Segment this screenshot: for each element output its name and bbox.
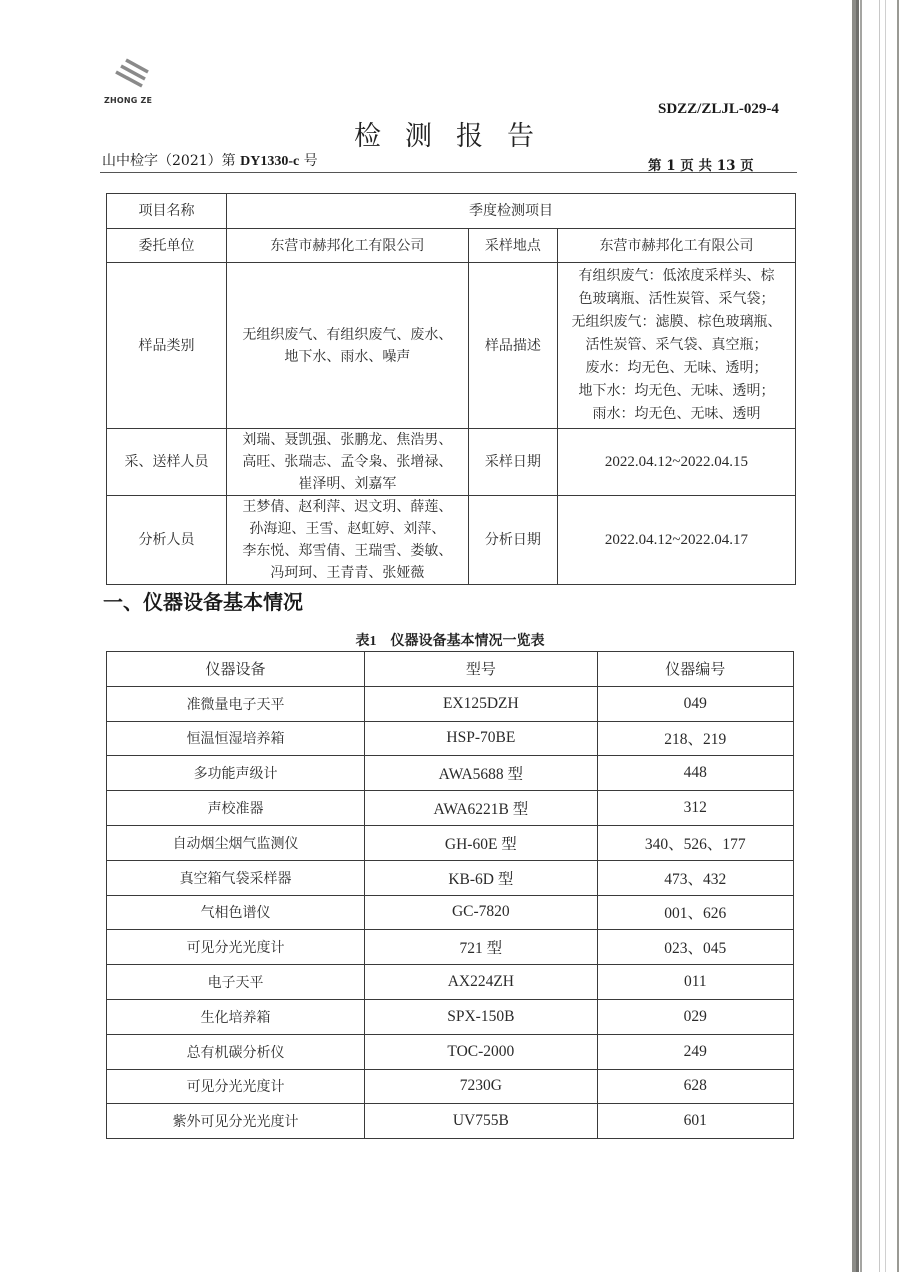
equipment-code-cell: 448 — [597, 756, 793, 791]
text-line: 地下水：均无色、无味、透明； — [578, 383, 775, 399]
text-line: 崔泽明、刘嘉军 — [298, 476, 397, 492]
equipment-code-cell: 049 — [597, 686, 793, 721]
text-line: 王梦倩、赵利萍、迟文玥、薛莲、 — [242, 499, 453, 515]
text-line: 废水：均无色、无味、透明； — [585, 360, 768, 376]
equipment-code-cell: 011 — [597, 965, 793, 1000]
text-line: 色玻璃瓶、活性炭管、采气袋； — [578, 291, 775, 307]
text-line: 李东悦、郑雪倩、王瑞雪、娄敏、 — [242, 543, 453, 559]
sampling-site-value: 东营市赫邦化工有限公司 — [557, 229, 795, 263]
analysts-value — [227, 496, 469, 585]
equipment-code-cell: 218、219 — [597, 721, 793, 756]
analysis-date-value: 2022.04.12~2022.04.17 — [557, 496, 795, 585]
table-row — [107, 1034, 794, 1069]
model-cell: AWA5688 型 — [365, 756, 597, 791]
equipment-name-cell: 生化培养箱 — [107, 999, 365, 1034]
table-row — [107, 429, 796, 496]
column-header-model: 型号 — [365, 652, 597, 687]
sample-desc-label: 样品描述 — [468, 263, 557, 429]
model-cell: 7230G — [365, 1069, 597, 1104]
table-row — [107, 1069, 794, 1104]
report-number-prefix: 山中检字（2021）第 — [102, 153, 236, 169]
report-number — [102, 150, 318, 170]
equipment-code-cell: 628 — [597, 1069, 793, 1104]
table-row — [107, 965, 794, 1000]
report-number-suffix: 号 — [303, 153, 318, 169]
model-cell: EX125DZH — [365, 686, 597, 721]
equipment-name-cell: 电子天平 — [107, 965, 365, 1000]
equipment-name-cell: 可见分光光度计 — [107, 930, 365, 965]
model-cell: AX224ZH — [365, 965, 597, 1000]
project-name-label: 项目名称 — [107, 194, 227, 229]
sampling-site-label: 采样地点 — [468, 229, 557, 263]
equipment-name-cell: 多功能声级计 — [107, 756, 365, 791]
equipment-table — [106, 651, 794, 1139]
text-line: 无组织废气、有组织废气、废水、 — [242, 326, 453, 343]
equipment-name-cell: 准微量电子天平 — [107, 686, 365, 721]
table-row — [107, 860, 794, 895]
table-caption-number: 表1 — [355, 634, 377, 649]
equipment-code-cell: 249 — [597, 1034, 793, 1069]
equipment-code-cell: 473、432 — [597, 860, 793, 895]
page-title: 检测报告 — [354, 121, 558, 152]
text-line: 雨水：均无色、无味、透明 — [592, 406, 761, 422]
table-row — [107, 930, 794, 965]
sampling-date-label: 采样日期 — [468, 429, 557, 496]
table-row — [107, 999, 794, 1034]
equipment-code-cell: 312 — [597, 791, 793, 826]
table-caption-text: 仪器设备基本情况一览表 — [390, 633, 545, 649]
table-row — [107, 791, 794, 826]
header-divider — [100, 172, 797, 173]
table-row — [107, 825, 794, 860]
equipment-name-cell: 自动烟尘烟气监测仪 — [107, 825, 365, 860]
text-line: 高旺、张瑞志、孟令枭、张增禄、 — [242, 454, 453, 470]
equipment-code-cell: 001、626 — [597, 895, 793, 930]
equipment-name-cell: 紫外可见分光光度计 — [107, 1104, 365, 1139]
table-caption — [0, 630, 900, 650]
table-row — [107, 263, 796, 429]
model-cell: UV755B — [365, 1104, 597, 1139]
text-line: 刘瑞、聂凯强、张鹏龙、焦浩男、 — [242, 432, 453, 448]
table-row — [107, 229, 796, 263]
model-cell: KB-6D 型 — [365, 860, 597, 895]
text-line: 孙海迎、王雪、赵虹婷、刘萍、 — [249, 521, 446, 537]
sampling-date-value: 2022.04.12~2022.04.15 — [557, 429, 795, 496]
sample-type-label: 样品类别 — [107, 263, 227, 429]
text-line: 地下水、雨水、噪声 — [284, 348, 411, 365]
table-row — [107, 1104, 794, 1139]
equipment-code-cell: 340、526、177 — [597, 825, 793, 860]
equipment-name-cell: 声校准器 — [107, 791, 365, 826]
equipment-code-cell: 601 — [597, 1104, 793, 1139]
page-info: 第 1 页 共 13 页 — [648, 158, 754, 174]
table-row — [107, 686, 794, 721]
text-line: 有组织废气：低浓度采样头、棕 — [578, 268, 775, 284]
table-row — [107, 756, 794, 791]
equipment-name-cell: 恒温恒湿培养箱 — [107, 721, 365, 756]
sample-desc-value — [557, 263, 795, 429]
equipment-code-cell: 023、045 — [597, 930, 793, 965]
report-number-id: DY1330-c — [240, 154, 300, 169]
table-header-row — [107, 652, 794, 687]
text-line: 冯珂珂、王青青、张娅薇 — [270, 565, 425, 581]
section-heading: 一、仪器设备基本情况 — [103, 590, 303, 614]
model-cell: HSP-70BE — [365, 721, 597, 756]
text-line: 活性炭管、采气袋、真空瓶； — [585, 337, 768, 353]
equipment-name-cell: 总有机碳分析仪 — [107, 1034, 365, 1069]
analysts-label: 分析人员 — [107, 496, 227, 585]
equipment-name-cell: 真空箱气袋采样器 — [107, 860, 365, 895]
equipment-code-cell: 029 — [597, 999, 793, 1034]
logo-text: ZHONG ZE — [104, 96, 153, 105]
text-line: 无组织废气：滤膜、棕色玻璃瓶、 — [571, 314, 782, 330]
model-cell: GH-60E 型 — [365, 825, 597, 860]
client-label: 委托单位 — [107, 229, 227, 263]
samplers-label: 采、送样人员 — [107, 429, 227, 496]
model-cell: SPX-150B — [365, 999, 597, 1034]
model-cell: 721 型 — [365, 930, 597, 965]
table-row — [107, 194, 796, 229]
samplers-value — [227, 429, 469, 496]
equipment-name-cell: 可见分光光度计 — [107, 1069, 365, 1104]
analysis-date-label: 分析日期 — [468, 496, 557, 585]
sample-type-value — [227, 263, 469, 429]
column-header-equipment: 仪器设备 — [107, 652, 365, 687]
table-row — [107, 496, 796, 585]
client-value: 东营市赫邦化工有限公司 — [227, 229, 469, 263]
zhongze-logo-icon — [112, 58, 152, 92]
column-header-code: 仪器编号 — [597, 652, 793, 687]
project-name-value: 季度检测项目 — [227, 194, 796, 229]
document-code: SDZZ/ZLJL-029-4 — [658, 101, 779, 117]
model-cell: TOC-2000 — [365, 1034, 597, 1069]
report-info-table — [106, 193, 796, 585]
equipment-name-cell: 气相色谱仪 — [107, 895, 365, 930]
table-row — [107, 721, 794, 756]
company-logo — [104, 58, 164, 110]
table-row — [107, 895, 794, 930]
model-cell: AWA6221B 型 — [365, 791, 597, 826]
model-cell: GC-7820 — [365, 895, 597, 930]
